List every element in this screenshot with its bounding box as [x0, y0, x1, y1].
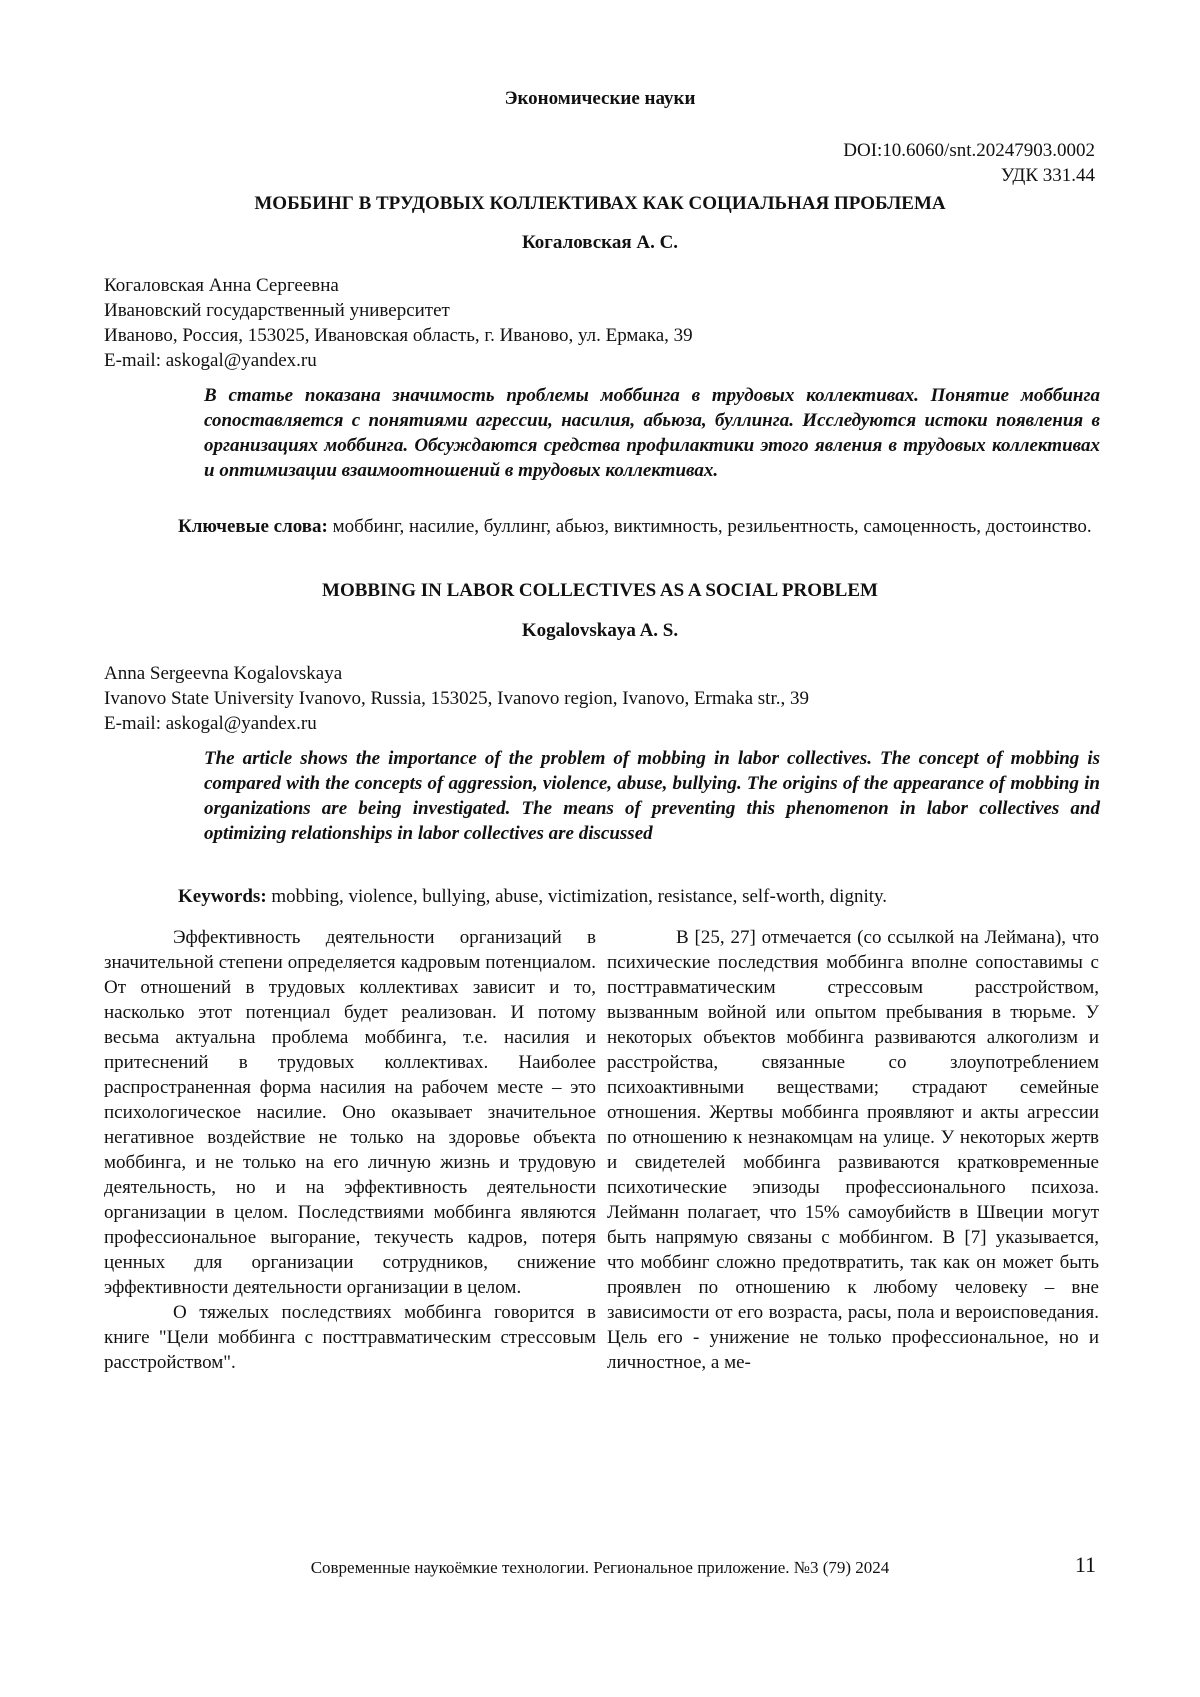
en-keywords-text: mobbing, violence, bullying, abuse, victimization, resistance, self-worth, dignity.	[266, 886, 888, 907]
ru-keywords-label: Ключевые слова:	[178, 516, 328, 537]
en-author-info	[104, 661, 809, 736]
en-affiliation: Ivanovo State University Ivanovo, Russia, 153025, Ivanovo region, Ivanovo, Ermaka str., 39	[104, 688, 809, 709]
en-keywords	[104, 884, 1100, 909]
ru-affiliation: Ивановский государственный университет	[104, 300, 450, 321]
ru-address: Иваново, Россия, 153025, Ивановская область, г. Иваново, ул. Ермака, 39	[104, 325, 693, 346]
en-author: Kogalovskaya A. S.	[521, 620, 679, 641]
en-email: E-mail: askogal@yandex.ru	[104, 713, 317, 734]
en-title: MOBBING IN LABOR COLLECTIVES AS A SOCIAL PROBLEM	[322, 580, 878, 601]
ru-author: Когаловская А. С.	[521, 232, 679, 253]
journal-footer: Современные наукоёмкие технологии. Региональное приложение. №3 (79) 2024	[310, 1558, 890, 1577]
ru-keywords	[104, 514, 1100, 539]
en-abstract: The article shows the importance of the problem of mobbing in labor collectives. The concept of mobbing is compared with the concepts of aggression, violence, abuse, bullying. The origins of the appearance of mobbing in organizations are being investigated. The means of preventing this phenomenon in labor collectives and optimizing relationships in labor collectives are discussed	[204, 748, 1100, 844]
body-column-right	[607, 925, 1099, 1375]
en-author-name: Anna Sergeevna Kogalovskaya	[104, 663, 343, 684]
body-paragraph: В [25, 27] отмечается (со ссылкой на Леймана), что психические последствия моббинга вполне сопоставимы с посттравматическим стрессовым расстройством, вызванным войной или опытом пребывания в тюрьме. У некоторых объектов моббинга развиваются алкоголизм и расстройства, связанные со злоупотреблением психоактивными веществами; страдают семейные отношения. Жертвы моббинга проявляют и акты агрессии по отношению к незнакомцам на улице. У некоторых жертв и свидетелей моббинга развиваются кратковременные психотические эпизоды профессионального психоза. Лейманн полагает, что 15% самоубийств в Швеции могут быть напрямую связаны с моббингом. В [7] указывается, что моббинг сложно предотвратить, так как он может быть проявлен по отношению к любому человеку – вне зависимости от его возраста, расы, пола и вероисповедания. Цель его - унижение не только профессиональное, но и личностное, а ме-	[607, 927, 1099, 1373]
doi: DOI:10.6060/snt.20247903.0002	[843, 140, 1095, 161]
ru-author-name: Когаловская Анна Сергеевна	[104, 275, 339, 296]
ru-author-info	[104, 273, 693, 373]
ru-keywords-text: моббинг, насилие, буллинг, абьюз, виктимность, резильентность, самоценность, достоинство.	[327, 516, 1092, 537]
body-paragraph: Эффективность деятельности организаций в значительной степени определяется кадровым потенциалом. От отношений в трудовых коллективах зависит и то, насколько этот потенциал будет реализован. И потому весьма актуальна проблема моббинга, т.е. насилия и притеснений в трудовых коллективах. Наиболее распространенная форма насилия на рабочем месте – это психологическое насилие. Оно оказывает значительное негативное воздействие не только на здоровье объекта моббинга, и не только на его личную жизнь и трудовую деятельность, но и на эффективность деятельности организации в целом. Последствиями моббинга являются профессиональное выгорание, текучесть кадров, потеря ценных для организации сотрудников, снижение эффективности деятельности организации в целом.	[104, 927, 596, 1298]
en-keywords-label: Keywords:	[178, 886, 267, 907]
udk: УДК 331.44	[1000, 165, 1095, 186]
ru-email: E-mail: askogal@yandex.ru	[104, 350, 317, 371]
body-paragraph: О тяжелых последствиях моббинга говорится в книге "Цели моббинга с посттравматическим стрессовым расстройством".	[104, 1302, 596, 1373]
body-column-left	[104, 925, 596, 1375]
ru-title: МОББИНГ В ТРУДОВЫХ КОЛЛЕКТИВАХ КАК СОЦИАЛЬНАЯ ПРОБЛЕМА	[254, 193, 946, 214]
section-heading: Экономические науки	[504, 88, 696, 109]
page-number: 11	[1074, 1552, 1096, 1577]
ru-abstract: В статье показана значимость проблемы моббинга в трудовых коллективах. Понятие моббинга сопоставляется с понятиями агрессии, насилия, абьюза, буллинга. Исследуются истоки появления в организациях моббинга. Обсуждаются средства профилактики этого явления в трудовых коллективах и оптимизации взаимоотношений в трудовых коллективах.	[204, 385, 1100, 481]
doi-block	[843, 138, 1095, 188]
